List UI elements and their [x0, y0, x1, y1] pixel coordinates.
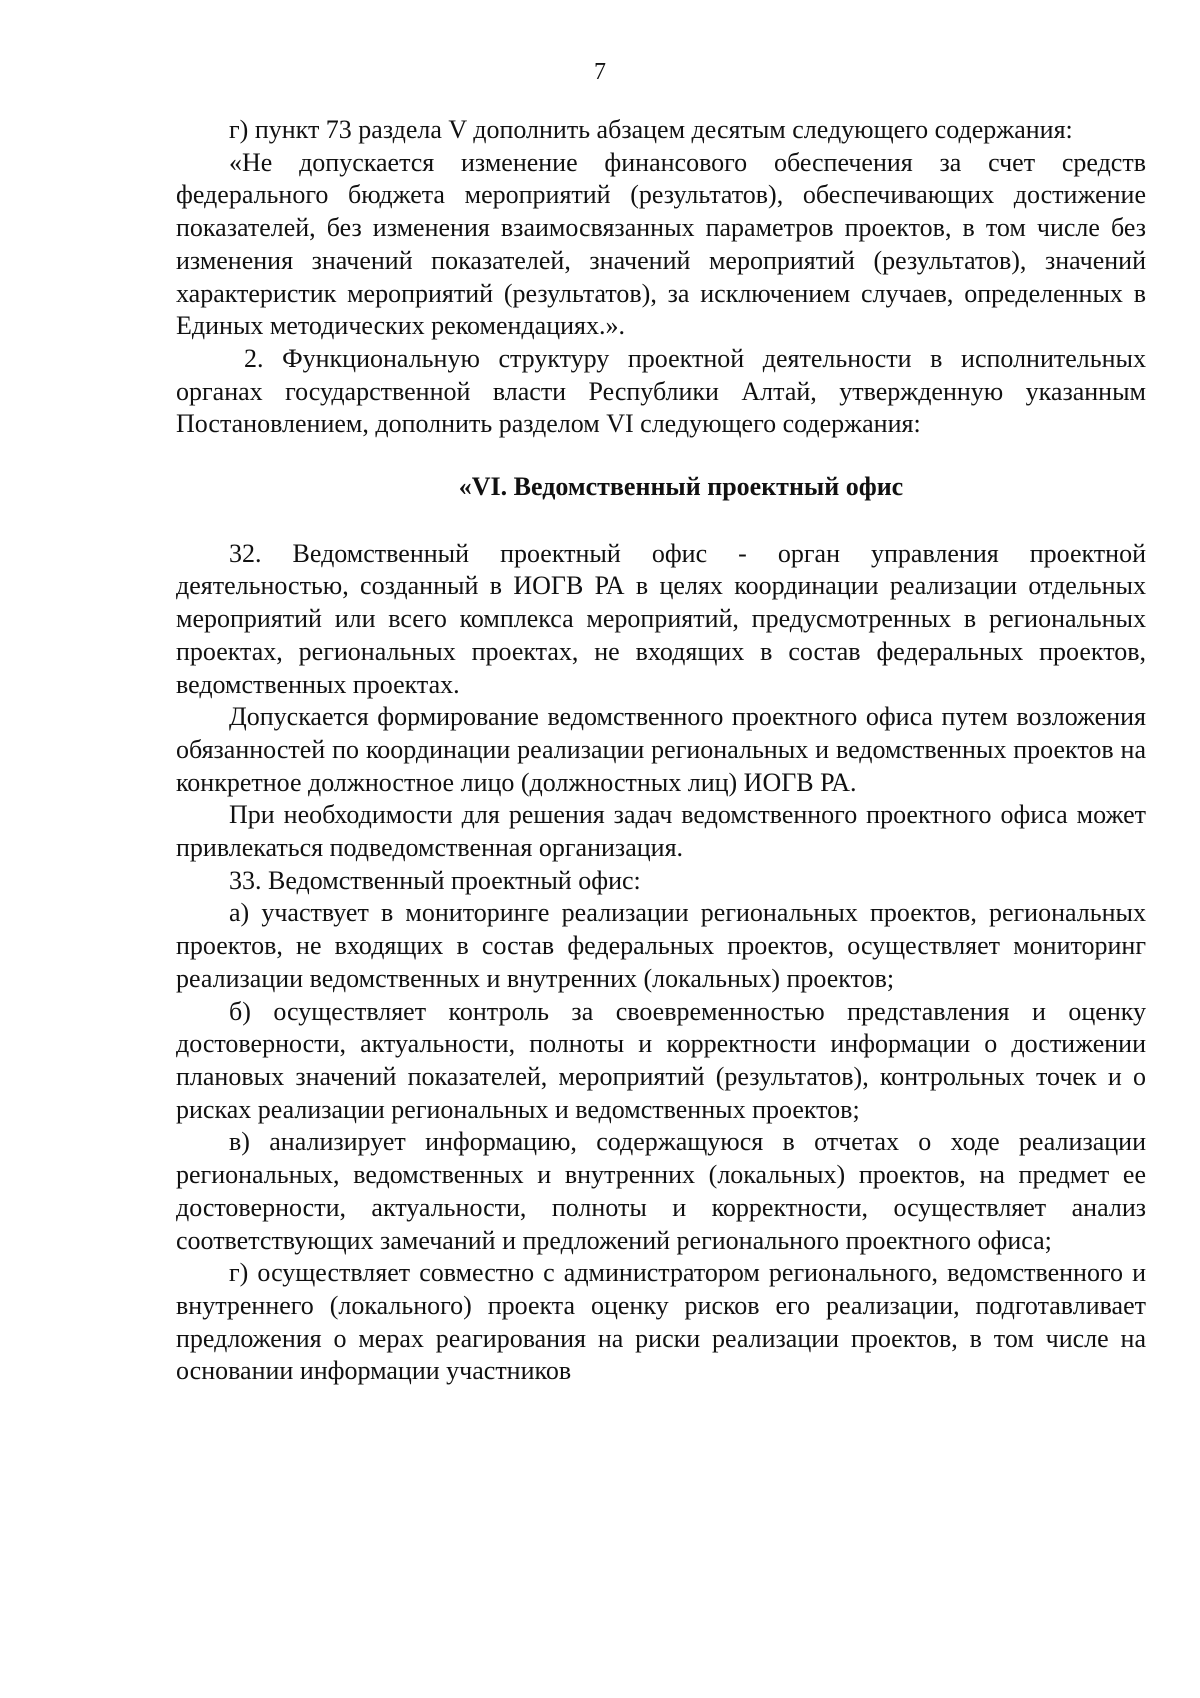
- paragraph-33-b: б) осуществляет контроль за своевременностью представления и оценку достоверности, актуальности, полноты и корректности информации о достижении плановых значений показателей, мероприятий (результатов), контрольных точек и о рисках реализации региональных и ведомственных проектов;: [176, 996, 1146, 1124]
- page-number: 7: [594, 59, 606, 85]
- paragraph-office-formation: Допускается формирование ведомственного проектного офиса путем возложения обязанностей по координации реализации региональных и ведомственных проектов на конкретное должностное лицо (должностных лиц) ИОГВ РА.: [176, 702, 1146, 797]
- paragraph-amendment-g: г) пункт 73 раздела V дополнить абзацем десятым следующего содержания:: [229, 115, 1073, 144]
- section-heading: «VI. Ведомственный проектный офис: [458, 472, 904, 502]
- paragraph-33-v: в) анализирует информацию, содержащуюся в отчетах о ходе реализации региональных, ведомственных и внутренних (локальных) проектов, на предмет ее достоверности, актуальности, полноты и корректности, осуществляет анализ соответствующих замечаний и предложений регионального проектного офиса;: [176, 1127, 1146, 1255]
- paragraph-subordinate-org: При необходимости для решения задач ведомственного проектного офиса может привлекаться подведомственная организация.: [176, 800, 1146, 863]
- heading-spacer: [176, 504, 1146, 538]
- document-body: [176, 114, 1146, 1388]
- paragraph-quoted-text: «Не допускается изменение финансового обеспечения за счет средств федерального бюджета мероприятий (результатов), обеспечивающих достижение показателей, без изменения взаимосвязанных параметров проектов, в том числе без изменения значений показателей, значений мероприятий (результатов), значений характеристик мероприятий (результатов), за исключением случаев, определенных в Единых методических рекомендациях.».: [176, 147, 1146, 341]
- paragraph-item-2: 2. Функциональную структуру проектной деятельности в исполнительных органах государственной власти Республики Алтай, утвержденную указанным Постановлением, дополнить разделом VI следующего содержания:: [176, 343, 1146, 439]
- paragraph-33: 33. Ведомственный проектный офис:: [229, 865, 641, 895]
- paragraph-33-g: г) осуществляет совместно с администратором регионального, ведомственного и внутреннего (локального) проекта оценку рисков его реализации, подготавливает предложения о мерах реагирования на риски реализации проектов, в том числе на основании информации участников: [176, 1258, 1146, 1386]
- paragraph-32: 32. Ведомственный проектный офис - орган управления проектной деятельностью, созданный в ИОГВ РА в целях координации реализации отдельных мероприятий или всего комплекса мероприятий, предусмотренных в региональных проектах, региональных проектах, не входящих в состав федеральных проектов, ведомственных проектах.: [176, 538, 1146, 699]
- paragraph-33-a: а) участвует в мониторинге реализации региональных проектов, региональных проектов, не входящих в состав федеральных проектов, осуществляет мониторинг реализации ведомственных и внутренних (локальных) проектов;: [176, 898, 1146, 993]
